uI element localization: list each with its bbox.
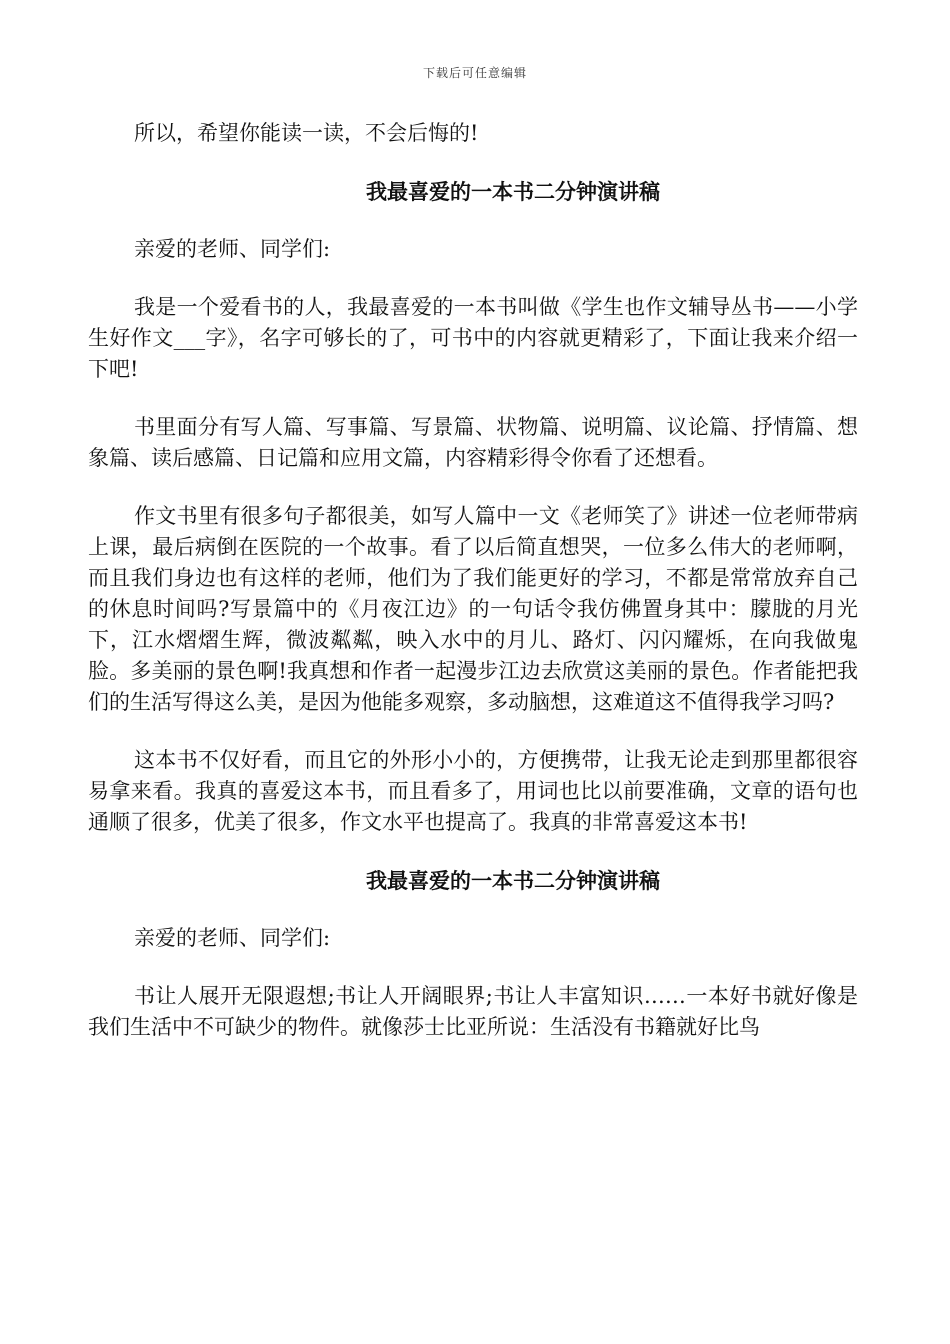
paragraph: 书让人展开无限遐想;书让人开阔眼界;书让人丰富知识……一本好书就好像是我们生活中不可缺少的物件。就像莎士比亚所说：生活没有书籍就好比鸟: [88, 984, 858, 1039]
paragraph: 所以，希望你能读一读，不会后悔的!: [134, 121, 479, 145]
paragraph: 我是一个爱看书的人，我最喜爱的一本书叫做《学生也作文辅导丛书——小学生好作文___字》，名字可够长的了，可书中的内容就更精彩了，下面让我来介绍一下吧!: [88, 295, 858, 381]
header-note: 下载后可任意编辑: [422, 66, 527, 80]
salutation: 亲爱的老师、同学们:: [134, 237, 331, 261]
paragraph: 书里面分有写人篇、写事篇、写景篇、状物篇、说明篇、议论篇、抒情篇、想象篇、读后感篇、日记篇和应用文篇，内容精彩得令你看了还想看。: [88, 415, 858, 470]
paragraph: 作文书里有很多句子都很美，如写人篇中一文《老师笑了》讲述一位老师带病上课，最后病倒在医院的一个故事。看了以后简直想哭，一位多么伟大的老师啊，而且我们身边也有这样的老师，他们为了我们能更好的学习，不都是常常放弃自己的休息时间吗?写景篇中的《月夜江边》的一句话令我仿佛置身其中：朦胧的月光下，江水熠熠生辉，微波粼粼，映入水中的月儿、路灯、闪闪耀烁，在向我做鬼脸。多美丽的景色啊!我真想和作者一起漫步江边去欣赏这美丽的景色。作者能把我们的生活写得这么美，是因为他能多观察，多动脑想，这难道这不值得我学习吗?: [88, 504, 858, 714]
paragraph: 这本书不仅好看，而且它的外形小小的，方便携带，让我无论走到那里都很容易拿来看。我真的喜爱这本书，而且看多了，用词也比以前要准确，文章的语句也通顺了很多，优美了很多，作文水平也提高了。我真的非常喜爱这本书!: [88, 748, 858, 834]
salutation: 亲爱的老师、同学们:: [134, 926, 331, 950]
document-body: [88, 118, 858, 1070]
section-title: 我最喜爱的一本书二分钟演讲稿: [366, 868, 660, 893]
section-title: 我最喜爱的一本书二分钟演讲稿: [366, 179, 660, 204]
